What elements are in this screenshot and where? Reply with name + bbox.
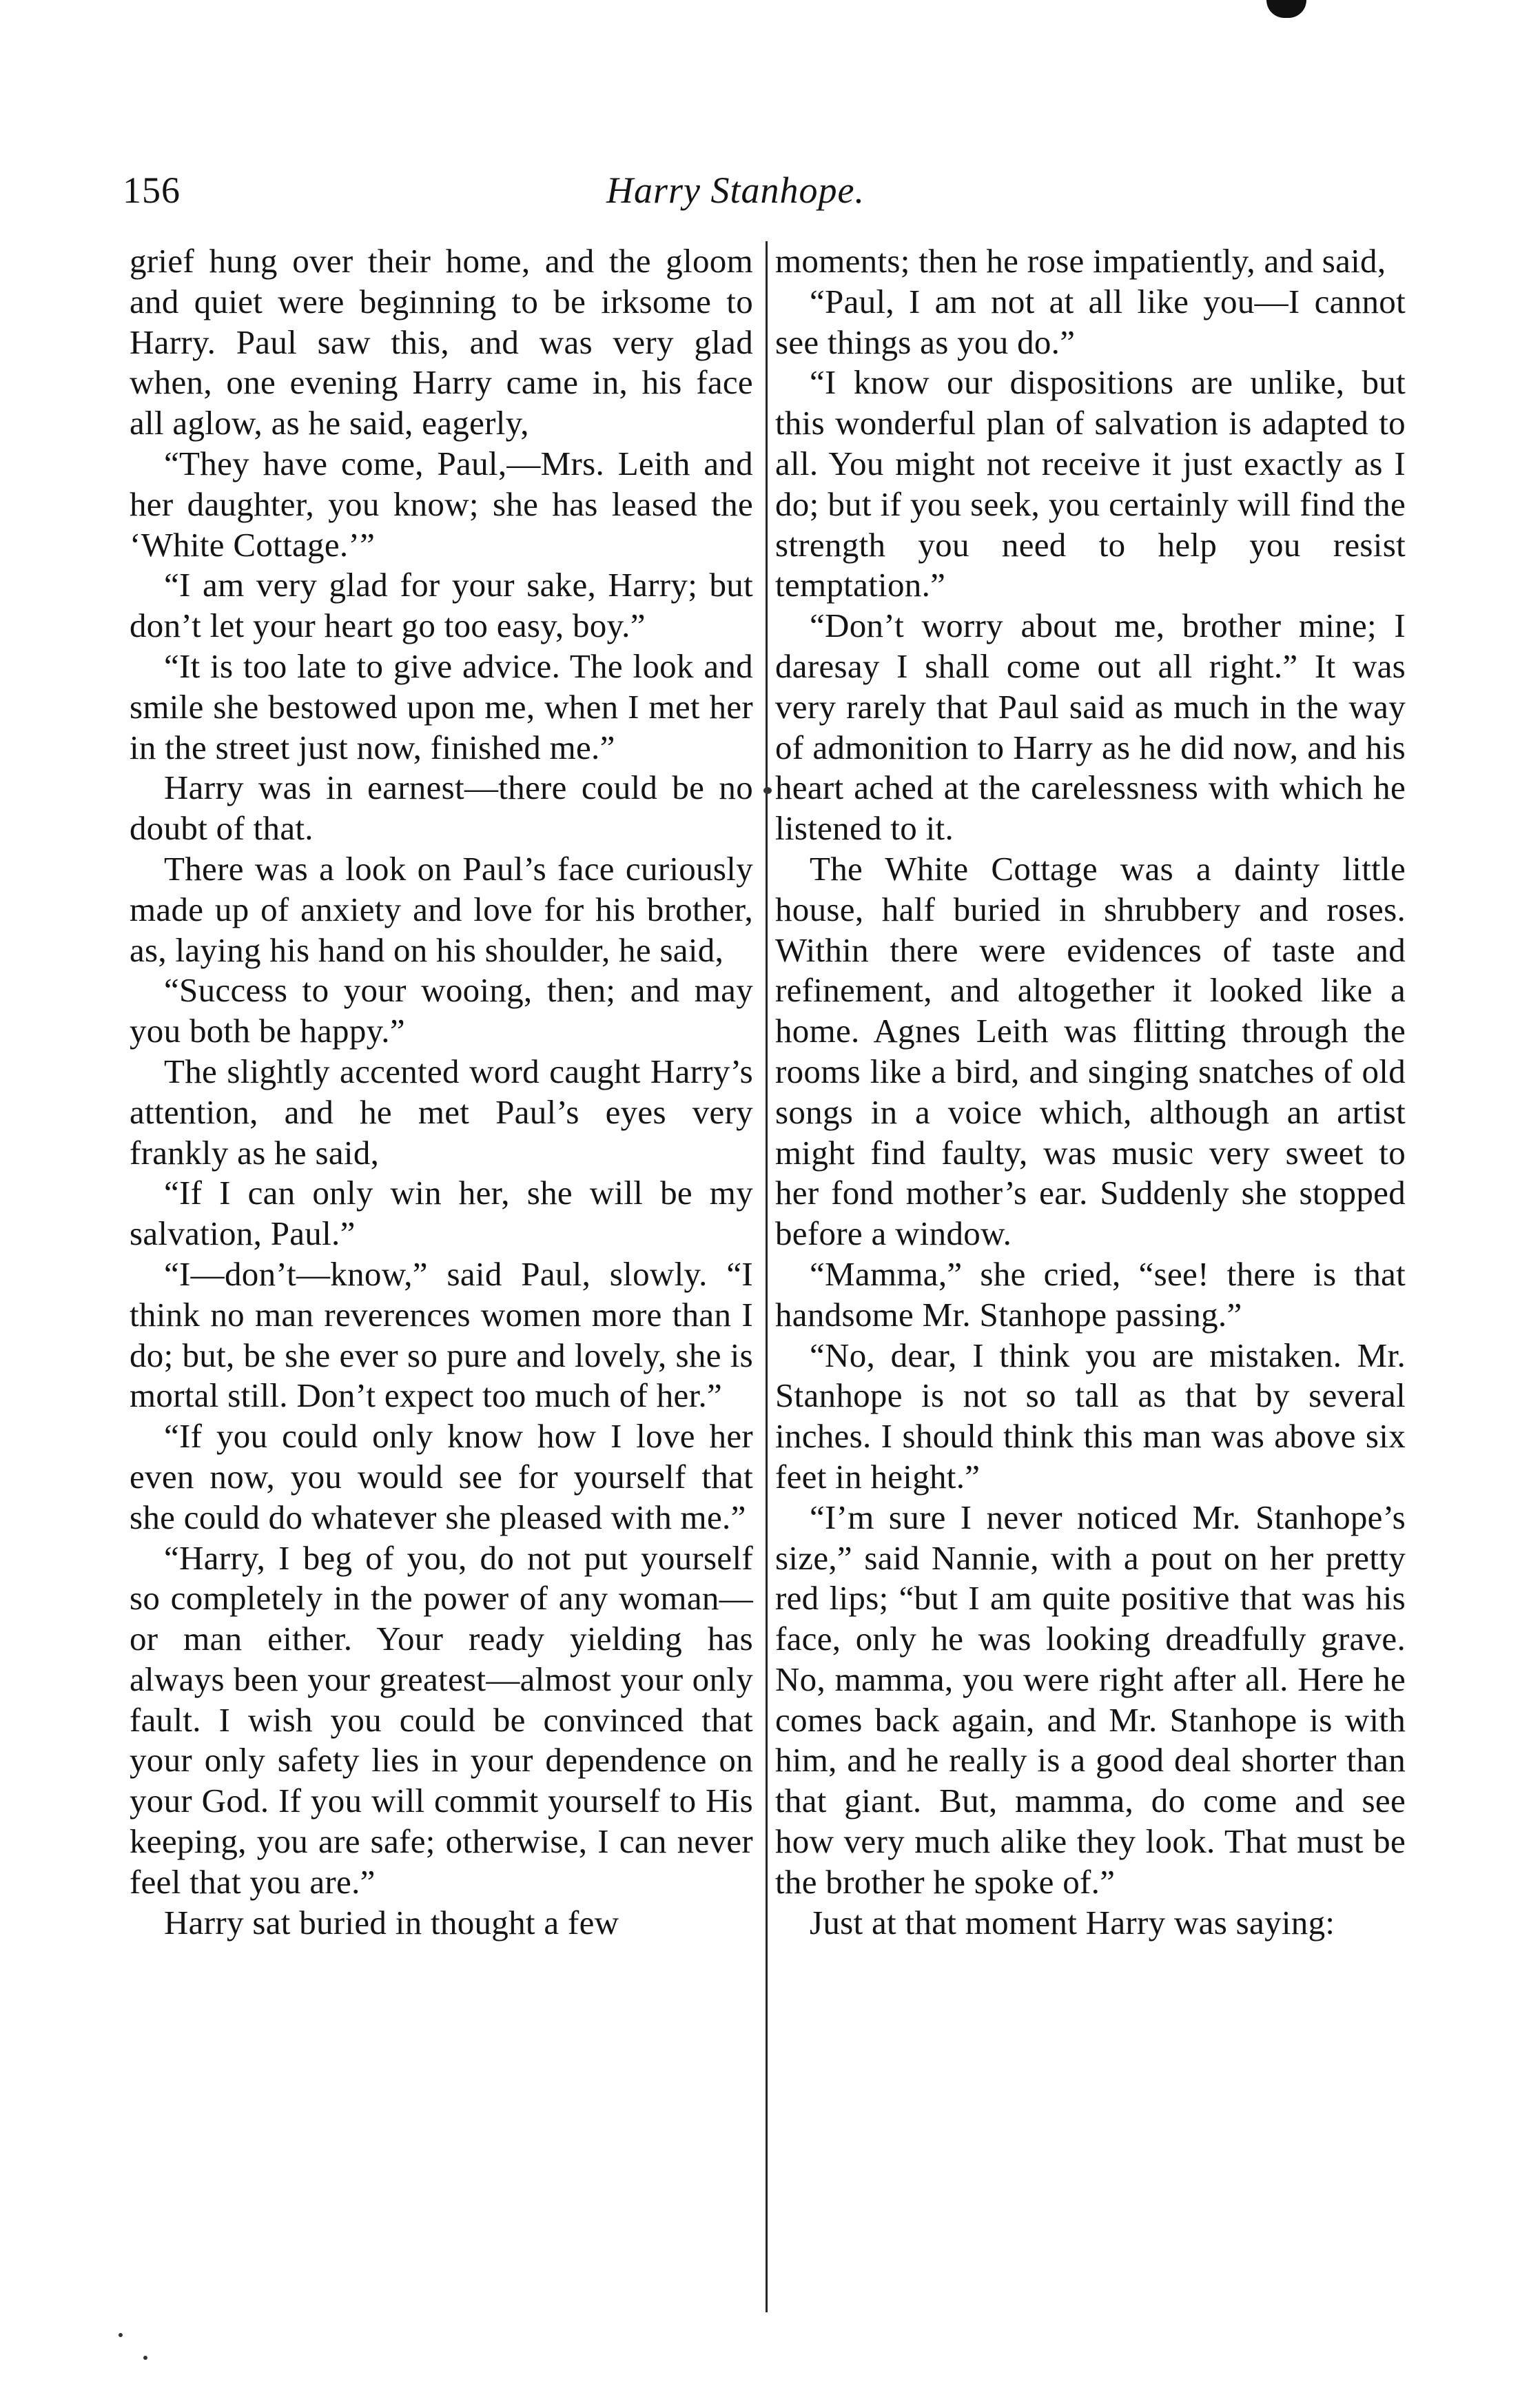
paragraph: “Don’t worry about me, brother mine; I daresay I shall come out all right.” It was very rarely that Paul said as much in the way of admonition to Harry as he did now, and his heart ached at the carelessness with which he listened to it. (775, 607, 1406, 848)
paragraph: The White Cottage was a dainty little house, half buried in shrubbery and roses. Within there were evidences of taste and refinement, and altogether it looked like a home. Agnes Leith was flitting through the rooms like a bird, and singing snatches of old songs in a voice which, although an artist might find faulty, was music very sweet to her fond mother’s ear. Suddenly she stopped before a window. (775, 849, 1406, 1253)
paragraph: “Mamma,” she cried, “see! there is that handsome Mr. Stanhope passing.” (775, 1254, 1406, 1334)
running-head (0, 163, 1540, 225)
paragraph: “If you could only know how I love her even now, you would see for yourself that she could do whatever she pleased with me.” (130, 1417, 753, 1536)
paragraph: “They have come, Paul,—Mrs. Leith and her daughter, you know; she has leased the ‘White Cottage.’” (130, 444, 753, 564)
paragraph: Harry sat buried in thought a few (164, 1903, 619, 1942)
paragraph: “It is too late to give advice. The look and smile she bestowed upon me, when I met her in the street just now, finished me.” (130, 646, 753, 766)
speck (143, 2356, 147, 2360)
paragraph: Harry was in earnest—there could be no doubt of that. (130, 768, 753, 848)
paragraph: “I’m sure I never noticed Mr. Stanhope’s size,” said Nannie, with a pout on her pretty red lips; “but I am quite positive that was his face, only he was looking dreadfully grave. No, mamma, you were right after all. Here he comes back again, and Mr. Stanhope is with him, and he really is a good deal shorter than that giant. But, mamma, do come and see how very much alike they look. That must be the brother he spoke of.” (775, 1498, 1406, 1901)
paragraph: “I know our dispositions are unlike, but this wonderful plan of salvation is adapted to all. You might not receive it just exactly as I do; but if you seek, you certainly will find the strength you need to help you resist temptation.” (775, 363, 1406, 604)
column-divider (766, 241, 768, 2312)
paragraph: “Harry, I beg of you, do not put yourself so completely in the power of any woman—or man either. Your ready yielding has always been your greatest—almost your only fault. I wish you could be convinced that your only safety lies in your dependence on your God. If you will commit yourself to His keeping, you are safe; otherwise, I can never feel that you are.” (130, 1538, 753, 1901)
page-number: 156 (123, 170, 181, 211)
paragraph: “I am very glad for your sake, Harry; but don’t let your heart go too easy, boy.” (130, 566, 753, 645)
paragraph: “No, dear, I think you are mistaken. Mr. Stanhope is not so tall as that by several inches. I should think this man was above six feet in height.” (775, 1336, 1406, 1496)
running-title: Harry Stanhope. (606, 170, 865, 211)
speck (119, 2333, 123, 2337)
speck (763, 787, 772, 794)
paragraph: “If I can only win her, she will be my salvation, Paul.” (130, 1174, 753, 1253)
paragraph: “Paul, I am not at all like you—I cannot see things as you do.” (775, 282, 1406, 361)
ink-blot (1266, 0, 1306, 18)
right-column (775, 241, 1406, 1943)
paragraph: “Success to your wooing, then; and may you both be happy.” (130, 971, 753, 1050)
paragraph: “I—don’t—know,” said Paul, slowly. “I think no man reverences women more than I do; but, be she ever so pure and lovely, she is mortal still. Don’t expect too much of her.” (130, 1254, 753, 1415)
left-column (130, 241, 753, 1943)
paragraph: Just at that moment Harry was saying: (810, 1903, 1335, 1942)
paragraph: grief hung over their home, and the gloom and quiet were beginning to be irksome to Harry. Paul saw this, and was very glad when, one evening Harry came in, his face all aglow, as he said, eagerly, (130, 242, 753, 442)
paragraph: There was a look on Paul’s face curiously made up of anxiety and love for his brother, as, laying his hand on his shoulder, he said, (130, 849, 753, 969)
paragraph: The slightly accented word caught Harry’s attention, and he met Paul’s eyes very frankly as he said, (130, 1052, 753, 1172)
paragraph: moments; then he rose impatiently, and said, (775, 242, 1386, 280)
